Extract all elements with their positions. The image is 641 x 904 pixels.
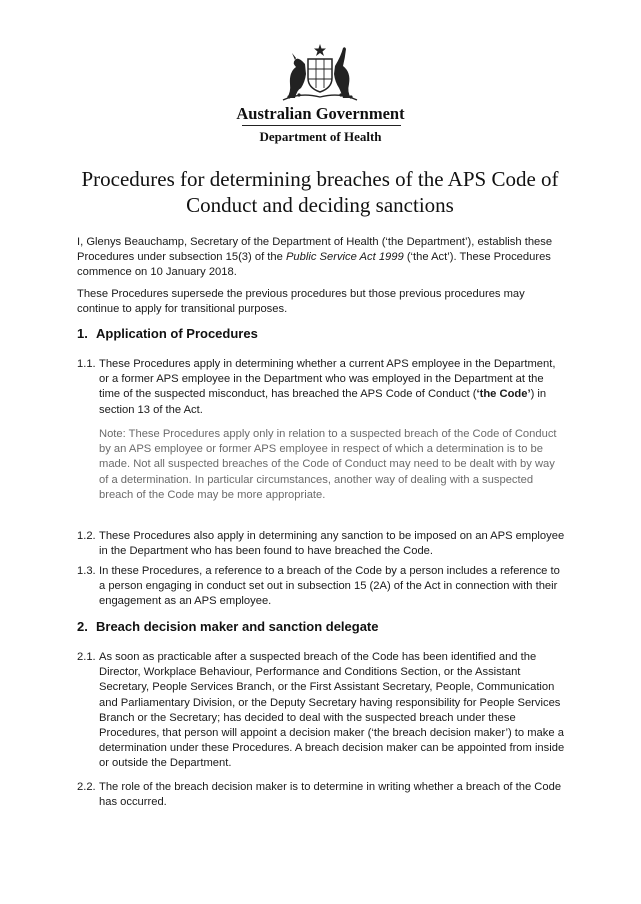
clause-text-a: These Procedures apply in determining whether a current APS employee in the Department, or a former APS employee in the Department who was employed in the Department at the time of the suspected misconduct, has breached the APS Code of Conduct (: [99, 358, 556, 401]
clause-1-1: [77, 357, 565, 418]
clause-2-1: [77, 650, 565, 772]
clause-text: In these Procedures, a reference to a breach of the Code by a person includes a reference to a person engaging in conduct set out in subsection 15 (2A) of the Act in connection with their engagement as an APS employee.: [99, 565, 560, 608]
section-number: 2.: [77, 619, 88, 634]
section-title: Application of Procedures: [96, 326, 258, 341]
clause-text: These Procedures also apply in determining any sanction to be imposed on an APS employee in the Department who has been found to have breached the Code.: [99, 530, 565, 558]
clause-number: 2.1.: [77, 651, 96, 663]
clause-number: 1.3.: [77, 565, 96, 577]
clause-text: As soon as practicable after a suspected breach of the Code has been identified and the Director, Workplace Behaviour, Performance and Conditions Section, or the Assistant Secretary, People Services Branch, or the First Assistant Secretary, People, Communication and Parliamentary Division, or the Deputy Secretary having responsibility for People Services Branch or the Secretary; has decided to deal with the suspected breach under these Procedures, that person will appoint a decision maker (‘the breach decision maker’) to make a determination under these Procedures. A breach decision maker can be appointed from inside or outside the Department.: [99, 651, 565, 770]
department-name: Department of Health: [259, 129, 382, 144]
clause-1-3: [77, 564, 565, 610]
clause-text: [99, 357, 565, 418]
section-title: Breach decision maker and sanction delegate: [96, 619, 379, 634]
intro-paragraph-1: [77, 235, 563, 281]
clause-number: 1.1.: [77, 358, 96, 370]
intro-paragraph-2: These Procedures supersede the previous procedures but those previous procedures may continue to apply for transitional purposes.: [77, 288, 525, 316]
clause-number: 2.2.: [77, 781, 96, 793]
document-title: Procedures for determining breaches of the APS Code of Conduct and deciding sanctions: [81, 167, 559, 217]
application-note: Note: These Procedures apply only in relation to a suspected breach of the Code of Conduct by an APS employee or former APS employee in respect of which a determination is to be made. Not all suspected breaches of the Code of Conduct may need to be dealt with by way of a determination. In particular circumstances, another way of dealing with a suspected breach of the Code may be more appropriate.: [99, 428, 557, 501]
section-heading-2: [77, 619, 563, 634]
clause-1-2: [77, 529, 565, 559]
clause-number: 1.2.: [77, 530, 96, 542]
act-name: Public Service Act 1999: [285, 251, 404, 264]
clause-defined-term: ‘the Code’: [476, 388, 531, 401]
clause-2-2: [77, 780, 565, 810]
intro-text-a: I, Glenys Beauchamp, Secretary of the Department of Health (‘the Department’), establish these Procedures under subsection 15(3) of the: [77, 236, 553, 264]
clause-text-b: ) in section 13 of the Act.: [99, 388, 547, 416]
government-name: Australian Government: [236, 104, 405, 123]
header-divider: [242, 125, 401, 126]
coat-of-arms-logo: [275, 42, 365, 104]
intro-text-b: (‘the Act’). These Procedures commence on 10 January 2018.: [77, 251, 551, 279]
section-heading-1: [77, 326, 563, 341]
section-number: 1.: [77, 326, 88, 341]
clause-text: The role of the breach decision maker is to determine in writing whether a breach of the Code has occurred.: [99, 781, 562, 809]
